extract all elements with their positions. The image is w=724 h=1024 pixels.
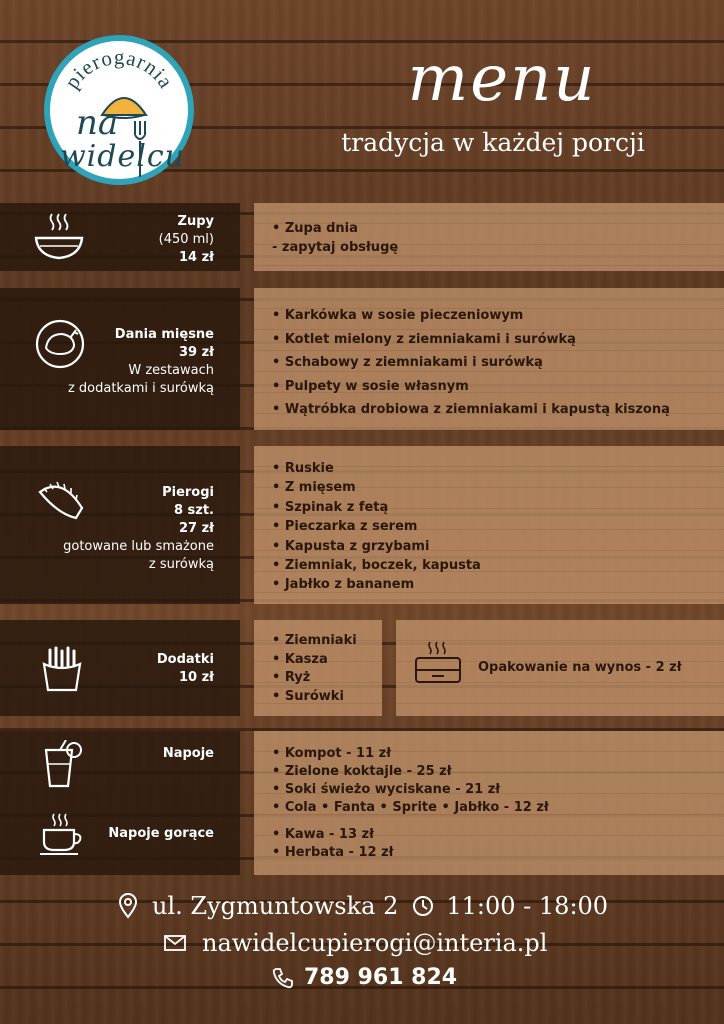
zupy-name: Zupy	[177, 214, 214, 229]
menu-item: • Schabowy z ziemniakami i surówką	[272, 355, 543, 370]
logo-top-text: pierogarnia	[59, 44, 179, 93]
dania-price: 39 zł	[178, 345, 214, 360]
pierogi-note2: z surówką	[148, 557, 214, 572]
clock-icon	[412, 895, 434, 917]
email[interactable]: nawidelcupierogi@interia.pl	[202, 929, 548, 957]
menu-item: • Ziemniak, boczek, kapusta	[272, 558, 481, 574]
pierogi-note1: gotowane lub smażone	[63, 539, 214, 554]
dania-name: Dania mięsne	[114, 327, 214, 342]
menu-item: - zapytaj obsługę	[272, 240, 399, 255]
phone[interactable]: 789 961 824	[304, 965, 458, 990]
menu-item: • Kompot - 11 zł	[272, 746, 392, 761]
dodatki-name: Dodatki	[156, 652, 214, 667]
napoje-gorace-category	[108, 825, 214, 843]
menu-item: • Kotlet mielony z ziemniakami i surówką	[272, 331, 576, 347]
pierogi-items	[272, 459, 481, 595]
napoje-gorace-name: Napoje gorące	[108, 826, 214, 841]
hot-cup-icon	[40, 812, 86, 856]
footer-phone-line	[272, 965, 457, 990]
menu-item: • Kawa - 13 zł	[272, 827, 374, 842]
dania-note1: W zestawach	[128, 363, 214, 378]
dodatki-price: 10 zł	[178, 670, 214, 685]
menu-item: • Surówki	[272, 688, 344, 704]
fries-icon	[38, 646, 86, 692]
dania-category	[68, 326, 214, 398]
napoje-category	[163, 745, 214, 763]
pierogi-category	[63, 484, 214, 574]
logo	[44, 35, 194, 185]
dodatki-category	[157, 651, 214, 687]
pierogi-count: 8 szt.	[173, 503, 214, 518]
menu-item: • Z mięsem	[272, 480, 356, 496]
dania-items	[272, 304, 670, 422]
menu-item: • Ruskie	[272, 461, 334, 476]
soup-bowl-icon	[32, 212, 86, 262]
dania-note2: z dodatkami i surówką	[67, 381, 214, 396]
menu-item: • Kapusta z grzybami	[272, 538, 430, 554]
phone-icon	[272, 967, 294, 989]
zupy-size: (450 ml)	[158, 232, 214, 247]
menu-title: menu	[407, 42, 597, 116]
menu-item: • Karkówka w sosie pieczeniowym	[272, 308, 524, 323]
zupy-items	[272, 219, 398, 257]
menu-item: • Soki świeżo wyciskane - 21 zł	[272, 782, 501, 797]
menu-item: • Zupa dnia	[272, 221, 358, 236]
menu-item: • Wątróbka drobiowa z ziemniakami i kapustą kiszoną	[272, 402, 670, 417]
menu-item: • Herbata - 12 zł	[272, 845, 394, 860]
takeaway-box-icon	[410, 640, 466, 686]
pierogi-price: 27 zł	[178, 521, 214, 536]
napoje-gorace-items	[272, 826, 393, 862]
opening-hours: 11:00 - 18:00	[446, 892, 609, 920]
zupy-price: 14 zł	[178, 250, 214, 265]
napoje-items	[272, 745, 549, 817]
address: ul. Zygmuntowska 2	[152, 892, 399, 920]
menu-item: • Kasza	[272, 651, 328, 667]
logo-name-line2: widelcu	[60, 139, 185, 174]
menu-item: • Ryż	[272, 670, 311, 685]
logo-name-line1: na	[76, 103, 119, 143]
takeaway-note: Opakowanie na wynos - 2 zł	[478, 660, 682, 675]
menu-item: • Zielone koktajle - 25 zł	[272, 764, 452, 779]
drink-glass-icon	[40, 740, 86, 788]
menu-item: • Pulpety w sosie własnym	[272, 378, 469, 394]
footer-email-line	[164, 929, 547, 957]
menu-item: • Ziemniaki	[272, 633, 357, 648]
menu-item: • Szpinak z fetą	[272, 499, 389, 515]
svg-text:pierogarnia	[60, 45, 179, 93]
footer-address-line	[118, 892, 608, 920]
pierogi-name: Pierogi	[162, 485, 214, 500]
menu-item: • Cola • Fanta • Sprite • Jabłko - 12 zł	[272, 800, 549, 815]
zupy-category	[159, 213, 214, 267]
menu-subtitle: tradycja w każdej porcji	[341, 128, 645, 157]
dodatki-items	[272, 632, 357, 706]
menu-item: • Pieczarka z serem	[272, 519, 418, 535]
location-pin-icon	[118, 893, 138, 919]
menu-item: • Jabłko z bananem	[272, 577, 415, 593]
envelope-icon	[164, 935, 186, 951]
napoje-name: Napoje	[162, 746, 214, 761]
